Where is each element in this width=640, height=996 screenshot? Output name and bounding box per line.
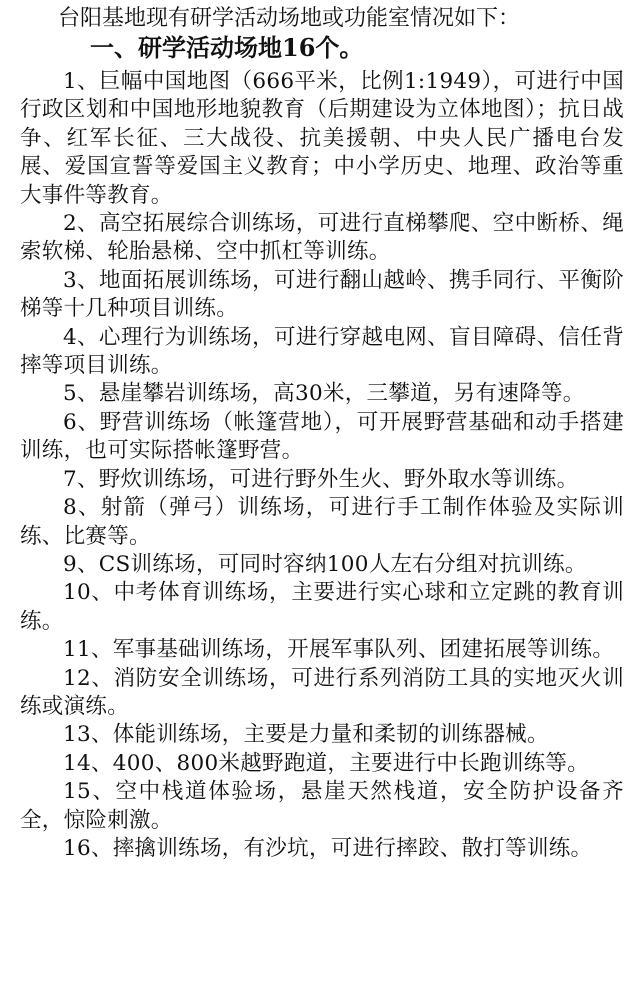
list-item-15: 15、空中栈道体验场，悬崖天然栈道，安全防护设备齐全，惊险刺激。 (20, 779, 624, 833)
list-item-2: 2、高空拓展综合训练场，可进行直梯攀爬、空中断桥、绳索软梯、轮胎悬梯、空中抓杠等训练。 (20, 211, 624, 265)
intro-text: 台阳基地现有研学活动场地或功能室情况如下： (58, 6, 521, 31)
list-item-12: 12、消防安全训练场，可进行系列消防工具的实地灭火训练或演练。 (20, 665, 624, 719)
list-item-4: 4、心理行为训练场，可进行穿越电网、盲目障碍、信任背摔等项目训练。 (20, 324, 624, 379)
list-item-10: 10、中考体育训练场，主要进行实心球和立定跳的教育训练。 (20, 580, 624, 634)
section-heading: 一、研学活动场地16个。 (90, 33, 364, 62)
list-item-7: 7、野炊训练场，可进行野外生火、野外取水等训练。 (63, 466, 579, 492)
list-item-9: 9、CS训练场，可同时容纳100人左右分组对抗训练。 (63, 551, 587, 577)
list-item-16: 16、摔擒训练场，有沙坑，可进行摔跤、散打等训练。 (63, 835, 593, 861)
list-item-14: 14、400、800米越野跑道，主要进行中长跑训练等。 (63, 750, 590, 776)
venue-list (20, 68, 624, 863)
list-item-3: 3、地面拓展训练场，可进行翻山越岭、携手同行、平衡阶梯等十几种项目训练。 (20, 267, 624, 322)
list-item-1: 1、巨幅中国地图（666平米，比例1:1949），可进行中国行政区划和中国地形地貌教育（后期建设为立体地图）；抗日战争、红军长征、三大战役、抗美援朝、中央人民广播电台发展、爱国宣誓等爱国主义教育；中小学历史、地理、政治等重大事件等教育。 (20, 69, 624, 208)
list-item-6: 6、野营训练场（帐篷营地），可开展野营基础和动手搭建训练，也可实际搭帐篷野营。 (20, 409, 624, 464)
list-item-8: 8、射箭（弹弓）训练场，可进行手工制作体验及实际训练、比赛等。 (20, 495, 624, 549)
list-item-5: 5、悬崖攀岩训练场，高30米，三攀道，另有速降等。 (63, 381, 585, 407)
list-item-13: 13、体能训练场，主要是力量和柔韧的训练器械。 (63, 722, 549, 748)
list-item-11: 11、军事基础训练场，开展军事队列、团建拓展等训练。 (63, 637, 615, 663)
